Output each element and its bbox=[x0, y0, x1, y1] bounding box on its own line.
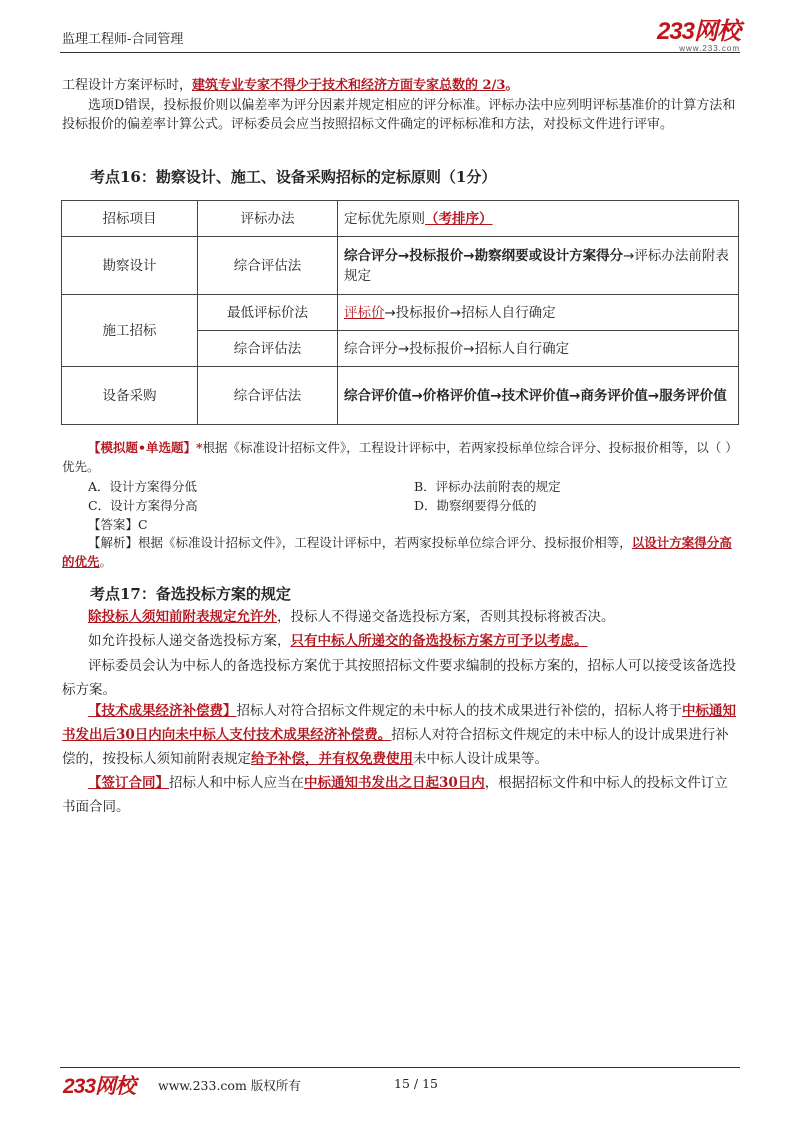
table-header-principle bbox=[338, 201, 739, 237]
s17-paragraph-3: 评标委员会认为中标人的备选投标方案优于其按照招标文件要求编制的投标方案的，招标人可以接受该备选投标方案。 bbox=[62, 658, 736, 698]
principle-text: →投标报价→招标人自行确定 bbox=[384, 304, 556, 321]
s17-p1-text: ，投标人不得递交备选投标方案，否则其投标将被否决。 bbox=[277, 609, 615, 625]
table-row bbox=[62, 295, 739, 331]
answer-label: 【答案】 bbox=[88, 517, 139, 532]
cell-project: 勘察设计 bbox=[62, 237, 198, 295]
cell-project: 施工招标 bbox=[62, 295, 198, 367]
header-divider bbox=[60, 52, 740, 53]
cell-principle bbox=[338, 295, 739, 331]
principle-bold: 综合评分→投标报价→勘察纲要或设计方案得分 bbox=[344, 247, 624, 264]
s17-p4-highlight: 中标通知书发出后30日内向未中标人支付技术成果经济补偿费。 bbox=[62, 703, 736, 743]
document-title: 监理工程师-合同管理 bbox=[62, 32, 184, 47]
option-b: B．评标办法前附表的规定 bbox=[414, 479, 561, 494]
principle-red: 评标价 bbox=[344, 304, 385, 321]
criteria-table bbox=[61, 200, 739, 425]
page-number: 15 / 15 bbox=[394, 1076, 438, 1091]
cell-project: 设备采购 bbox=[62, 367, 198, 425]
s17-paragraph-2 bbox=[62, 630, 738, 652]
footer-copyright: www.233.com 版权所有 bbox=[158, 1078, 301, 1093]
option-c: C．设计方案得分高 bbox=[88, 498, 198, 513]
intro-text: 工程设计方案评标时， bbox=[62, 78, 193, 93]
cell-principle: 综合评分→投标报价→招标人自行确定 bbox=[338, 331, 739, 367]
header-principle-note: （考排序） bbox=[425, 210, 493, 227]
question-stem bbox=[62, 438, 738, 476]
s17-p4-highlight-2: 给予补偿，并有权免费使用 bbox=[251, 751, 413, 767]
table-row bbox=[62, 237, 739, 295]
intro-suffix: 。 bbox=[505, 78, 519, 93]
cell-principle bbox=[338, 367, 739, 425]
s17-p1-highlight: 除投标人须知前附表规定允许外 bbox=[88, 609, 277, 625]
option-d: D．勘察纲要得分低的 bbox=[414, 498, 537, 513]
s17-p5-tag: 【签订合同】 bbox=[88, 775, 169, 791]
table-header-method: 评标办法 bbox=[198, 201, 338, 237]
cell-method: 综合评估法 bbox=[198, 331, 338, 367]
question-text: 根据《标准设计招标文件》，工程设计评标中，若两家投标单位综合评分、投标报价相等，以（ ）优先。 bbox=[62, 440, 738, 474]
analysis-text: 根据《标准设计招标文件》，工程设计评标中，若两家投标单位综合评分、投标报价相等， bbox=[138, 535, 632, 550]
analysis-highlight: 以设计方案得分高的优先 bbox=[62, 535, 732, 569]
s17-p5-text-b: ，根据招标文件和中标人的投标文件订立书面合同。 bbox=[62, 775, 728, 815]
cell-method: 综合评估法 bbox=[198, 237, 338, 295]
option-a: A．设计方案得分低 bbox=[88, 479, 198, 494]
s17-p4-tag: 【技术成果经济补偿费】 bbox=[88, 703, 237, 719]
footer-divider bbox=[60, 1067, 740, 1068]
s17-p5-highlight: 中标通知书发出之日起30日内 bbox=[304, 775, 485, 791]
question-tag: 【模拟题•单选题】* bbox=[88, 440, 203, 455]
cell-method: 最低评标价法 bbox=[198, 295, 338, 331]
brand-logo bbox=[657, 20, 740, 53]
header-principle-text: 定标优先原则 bbox=[344, 210, 425, 227]
s17-paragraph-1 bbox=[62, 606, 738, 628]
s17-p5-text-a: 招标人和中标人应当在 bbox=[169, 775, 304, 791]
table-row bbox=[62, 367, 739, 425]
analysis-end: 。 bbox=[99, 554, 113, 569]
table-header-project: 招标项目 bbox=[62, 201, 198, 237]
footer-logo: 233网校 bbox=[63, 1075, 136, 1098]
s17-paragraph-5 bbox=[62, 771, 738, 819]
cell-principle bbox=[338, 237, 739, 295]
section16-heading: 考点16：勘察设计、施工、设备采购招标的定标原则（1分） bbox=[90, 168, 497, 186]
principle-text: →评标办法前附表规定 bbox=[344, 247, 729, 284]
logo-url: www.233.com bbox=[679, 44, 740, 53]
intro-paragraph: 选项D错误，投标报价则以偏差率为评分因素并规定相应的评分标准。评标办法中应列明评标基准价的计算方法和投标报价的偏差率计算公式。评标委员会应当按照招标文件确定的评标标准和方法，对投标文件进行评审。 bbox=[62, 98, 736, 132]
answer-line bbox=[88, 515, 148, 533]
s17-paragraph-4 bbox=[62, 699, 738, 771]
s17-p4-text-b: 招标人对符合招标文件规定的未中标人的设计成果进行补偿的，按投标人须知前附表规定 bbox=[62, 727, 729, 767]
intro-highlight: 建筑专业专家不得少于技术和经济方面专家总数的 2/3 bbox=[192, 78, 506, 93]
cell-method: 综合评估法 bbox=[198, 367, 338, 425]
principle-bold: 综合评价值→价格评价值→技术评价值→商务评价值→服务评价值 bbox=[344, 387, 727, 404]
analysis-label: 【解析】 bbox=[88, 535, 139, 550]
s17-p4-text-a: 招标人对符合招标文件规定的未中标人的技术成果进行补偿的，招标人将于 bbox=[236, 703, 682, 719]
intro-line bbox=[62, 76, 738, 95]
section17-heading: 考点17：备选投标方案的规定 bbox=[90, 585, 291, 603]
logo-text: 233网校 bbox=[656, 18, 740, 45]
answer-value: C bbox=[138, 517, 148, 532]
table-header-row bbox=[62, 201, 739, 237]
s17-p2-text: 如允许投标人递交备选投标方案， bbox=[88, 633, 291, 649]
s17-p4-text-c: 未中标人设计成果等。 bbox=[413, 751, 548, 767]
s17-p2-highlight: 只有中标人所递交的备选投标方案方可予以考虑。 bbox=[290, 633, 588, 649]
analysis-line bbox=[62, 533, 738, 571]
